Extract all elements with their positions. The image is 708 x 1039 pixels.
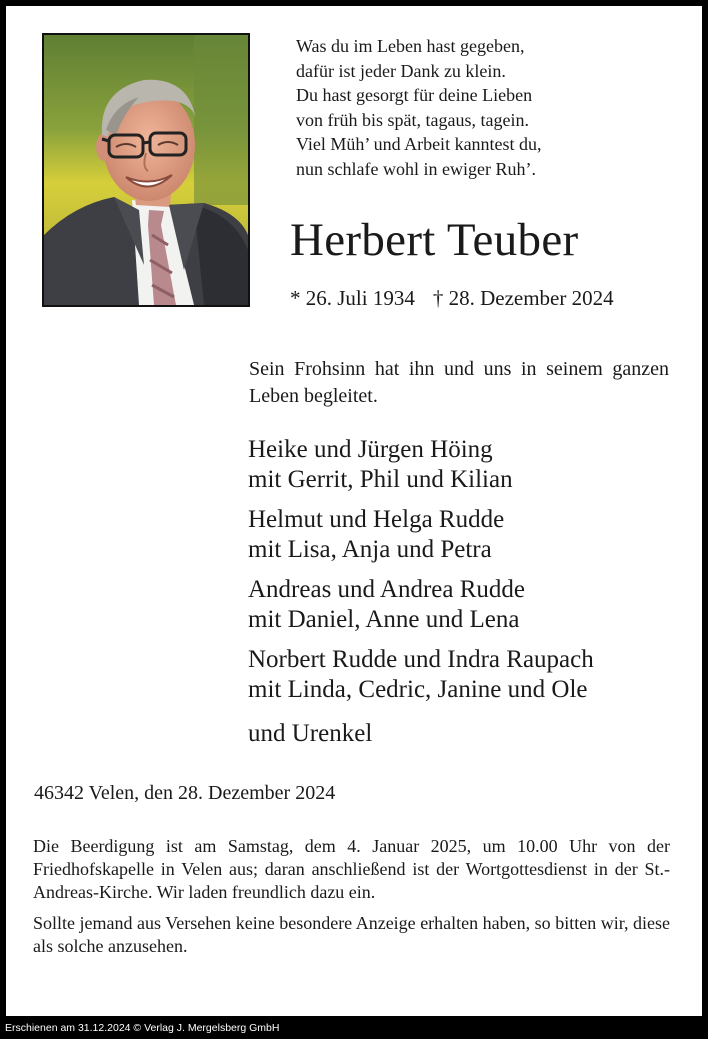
family-line: Heike und Jürgen Höing (248, 436, 493, 463)
family-line: mit Gerrit, Phil und Kilian (248, 466, 513, 493)
obituary-notice (6, 6, 702, 1016)
birth-date: * 26. Juli 1934 (290, 286, 415, 310)
poem-line: nun schlafe wohl in ewiger Ruh’. (296, 158, 536, 179)
family-line: Helmut und Helga Rudde (248, 506, 505, 533)
poem-line: Viel Müh’ und Arbeit kanntest du, (296, 134, 542, 154)
funeral-details (33, 835, 670, 966)
family-line: mit Lisa, Anja und Petra (248, 536, 492, 563)
publication-footer: Erschienen am 31.12.2024 © Verlag J. Mergelsberg GmbH (5, 1022, 280, 1034)
family-list (248, 435, 688, 749)
motto-text: Sein Frohsinn hat ihn und uns in seinem ganzen Leben begleitet. (249, 358, 669, 407)
portrait-illustration (44, 35, 248, 305)
memorial-poem (296, 34, 686, 181)
poem-line: dafür ist jeder Dank zu klein. (296, 60, 506, 81)
portrait-photo (42, 33, 250, 307)
family-line: Norbert Rudde und Indra Raupach (248, 646, 594, 673)
family-line: mit Daniel, Anne und Lena (248, 606, 520, 633)
family-group (248, 575, 688, 635)
poem-line: Was du im Leben hast gegeben, (296, 36, 525, 56)
family-group (248, 505, 688, 565)
family-line: Andreas und Andrea Rudde (248, 576, 526, 603)
funeral-paragraph: Die Beerdigung ist am Samstag, dem 4. Januar 2025, um 10.00 Uhr von der Friedhofskapelle in Velen aus; daran anschließend ist der Wortgottesdienst in der St.-Andreas-Kirche. Wir laden freundlich dazu ein. (33, 836, 670, 902)
funeral-paragraph: Sollte jemand aus Versehen keine besondere Anzeige erhalten haben, so bitten wir, diese als solche anzusehen. (33, 913, 670, 956)
family-group (248, 435, 688, 495)
poem-line: von früh bis spät, tagaus, tagein. (296, 109, 529, 130)
life-dates (290, 285, 614, 311)
poem-line: Du hast gesorgt für deine Lieben (296, 85, 533, 105)
death-date: † 28. Dezember 2024 (432, 286, 614, 310)
place-and-date: 46342 Velen, den 28. Dezember 2024 (34, 782, 336, 804)
family-group (248, 645, 688, 705)
family-line: mit Linda, Cedric, Janine und Ole (248, 676, 588, 703)
deceased-name: Herbert Teuber (290, 214, 579, 266)
great-grandchildren-line: und Urenkel (248, 720, 373, 747)
